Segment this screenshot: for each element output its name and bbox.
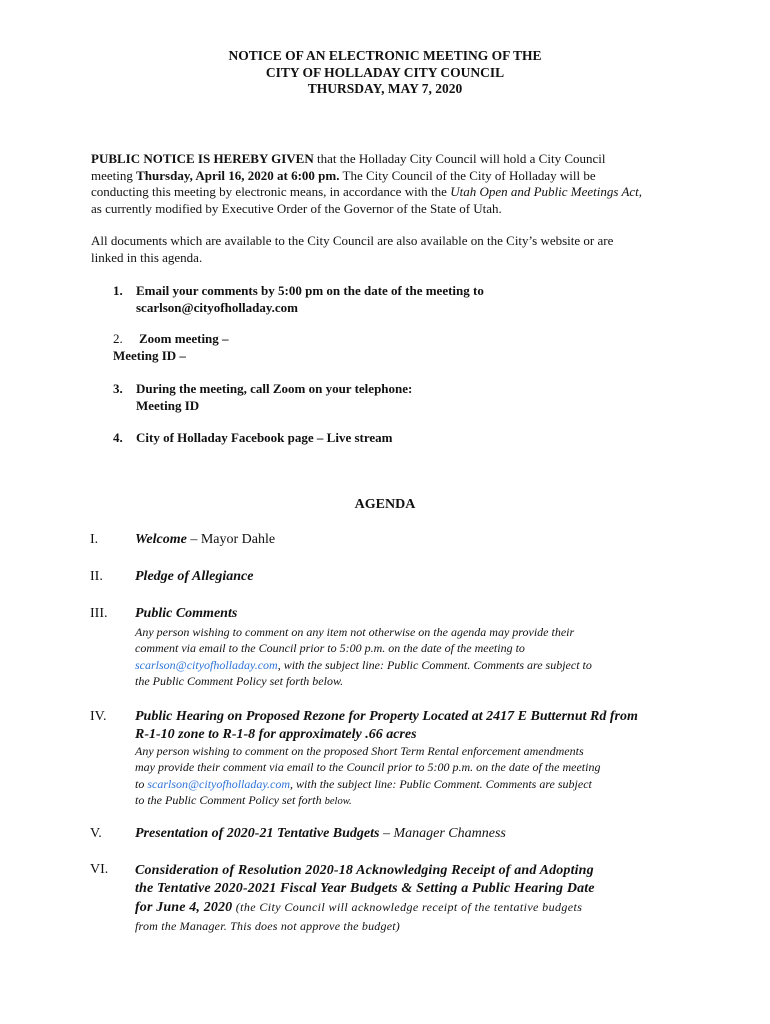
public-notice-paragraph: [91, 151, 691, 217]
option-4: [113, 430, 393, 447]
option-3: [113, 381, 413, 413]
agenda-item-title: for June 4, 2020: [135, 900, 233, 915]
agenda-item-number: VI.: [90, 862, 109, 877]
option-2: [113, 331, 229, 363]
note-line: comment via email to the Council prior to 5:00 p.m. on the date of the meeting to: [135, 641, 525, 656]
email-address: scarlson@cityofholladay.com: [136, 300, 298, 315]
option-number: 2.: [113, 331, 123, 346]
page-title: [0, 48, 770, 98]
agenda-item-title: R-1-10 zone to R-1-8 for approximately .66 acres: [135, 727, 417, 742]
agenda-item-title: the Tentative 2020-2021 Fiscal Year Budgets & Setting a Public Hearing Date: [135, 881, 595, 896]
title-line-1: NOTICE OF AN ELECTRONIC MEETING OF THE: [228, 48, 542, 63]
notice-text-1: that the Holladay City Council will hold a City Council: [313, 151, 606, 166]
agenda-item-title: Consideration of Resolution 2020-18 Acknowledging Receipt of and Adopting: [135, 863, 594, 878]
agenda-item-number: IV.: [90, 709, 107, 724]
option-text: During the meeting, call Zoom on your telephone:: [136, 381, 413, 396]
agenda-item-budgets: [135, 826, 506, 842]
email-link[interactable]: scarlson@cityofholladay.com: [135, 657, 278, 672]
act-name: Utah Open and Public Meetings Act,: [450, 184, 643, 199]
agenda-item-number: V.: [90, 826, 102, 841]
agenda-heading: AGENDA: [354, 497, 416, 512]
note-text: to the Public Comment Policy set forth: [135, 792, 325, 807]
note-text: , with the subject line: Public Comment. Comments are subject to: [277, 657, 592, 672]
documents-paragraph: [91, 233, 691, 266]
agenda-item-resolution: [135, 862, 595, 935]
note-line: Any person wishing to comment on the proposed Short Term Rental enforcement amendments: [135, 744, 584, 758]
notice-text-5: as currently modified by Executive Order of the Governor of the State of Utah.: [91, 200, 502, 216]
agenda-item-number: II.: [90, 569, 103, 584]
documents-line-1: All documents which are available to the City Council are also available on the City’s website or are: [91, 233, 614, 248]
agenda-item-rezone-hearing: [135, 709, 638, 743]
notice-lead: PUBLIC NOTICE IS HEREBY GIVEN: [91, 151, 314, 166]
agenda-item-note: (the City Council will acknowledge receipt of the tentative budgets: [232, 900, 583, 914]
agenda-item-presenter: – Manager Chamness: [379, 826, 506, 841]
option-text: Zoom meeting –: [139, 331, 229, 346]
rezone-hearing-note: [135, 743, 695, 810]
notice-text-3: The City Council of the City of Holladay will be: [339, 167, 596, 183]
agenda-item-title: Presentation of 2020-21 Tentative Budgets: [135, 826, 380, 841]
agenda-item-welcome: [135, 532, 275, 548]
note-text: , with the subject line: Public Comment. Comments are subject: [290, 776, 592, 791]
note-line: may provide their comment via email to the Council prior to 5:00 p.m. on the date of the meeting: [135, 760, 601, 775]
note-text: below.: [324, 795, 352, 807]
meeting-id-label: Meeting ID –: [113, 348, 186, 363]
option-text: Email your comments by 5:00 pm on the date of the meeting to: [136, 283, 484, 298]
title-line-3: THURSDAY, MAY 7, 2020: [307, 81, 463, 96]
notice-text-2: meeting: [91, 167, 137, 183]
agenda-item-presenter: – Mayor Dahle: [186, 532, 276, 547]
agenda-item-title: Welcome: [135, 532, 187, 547]
agenda-item-title: Public Hearing on Proposed Rezone for Property Located at 2417 E Butternut Rd from: [135, 709, 638, 724]
title-line-2: CITY OF HOLLADAY CITY COUNCIL: [265, 64, 505, 80]
note-line: Any person wishing to comment on any item not otherwise on the agenda may provide their: [135, 625, 575, 639]
agenda-item-pledge: Pledge of Allegiance: [135, 569, 254, 584]
note-text: to: [135, 776, 148, 791]
agenda-item-note: from the Manager. This does not approve the budget): [135, 919, 400, 933]
notice-text-4: conducting this meeting by electronic means, in accordance with the: [91, 184, 451, 199]
agenda-item-public-comments: Public Comments: [135, 606, 238, 621]
option-number: 1.: [113, 283, 123, 298]
note-line: the Public Comment Policy set forth below.: [135, 673, 344, 688]
meeting-date: Thursday, April 16, 2020 at 6:00 pm.: [136, 167, 340, 183]
agenda-item-number: I.: [90, 532, 99, 547]
agenda-item-number: III.: [90, 606, 108, 621]
option-1: [113, 283, 484, 315]
option-number: 3.: [113, 381, 123, 396]
public-comments-note: [135, 624, 695, 689]
email-link[interactable]: scarlson@cityofholladay.com: [147, 776, 291, 791]
option-number: 4.: [113, 430, 123, 445]
option-text: City of Holladay Facebook page – Live stream: [136, 430, 393, 445]
meeting-id-label: Meeting ID: [136, 398, 200, 413]
documents-line-2: linked in this agenda.: [91, 249, 203, 265]
